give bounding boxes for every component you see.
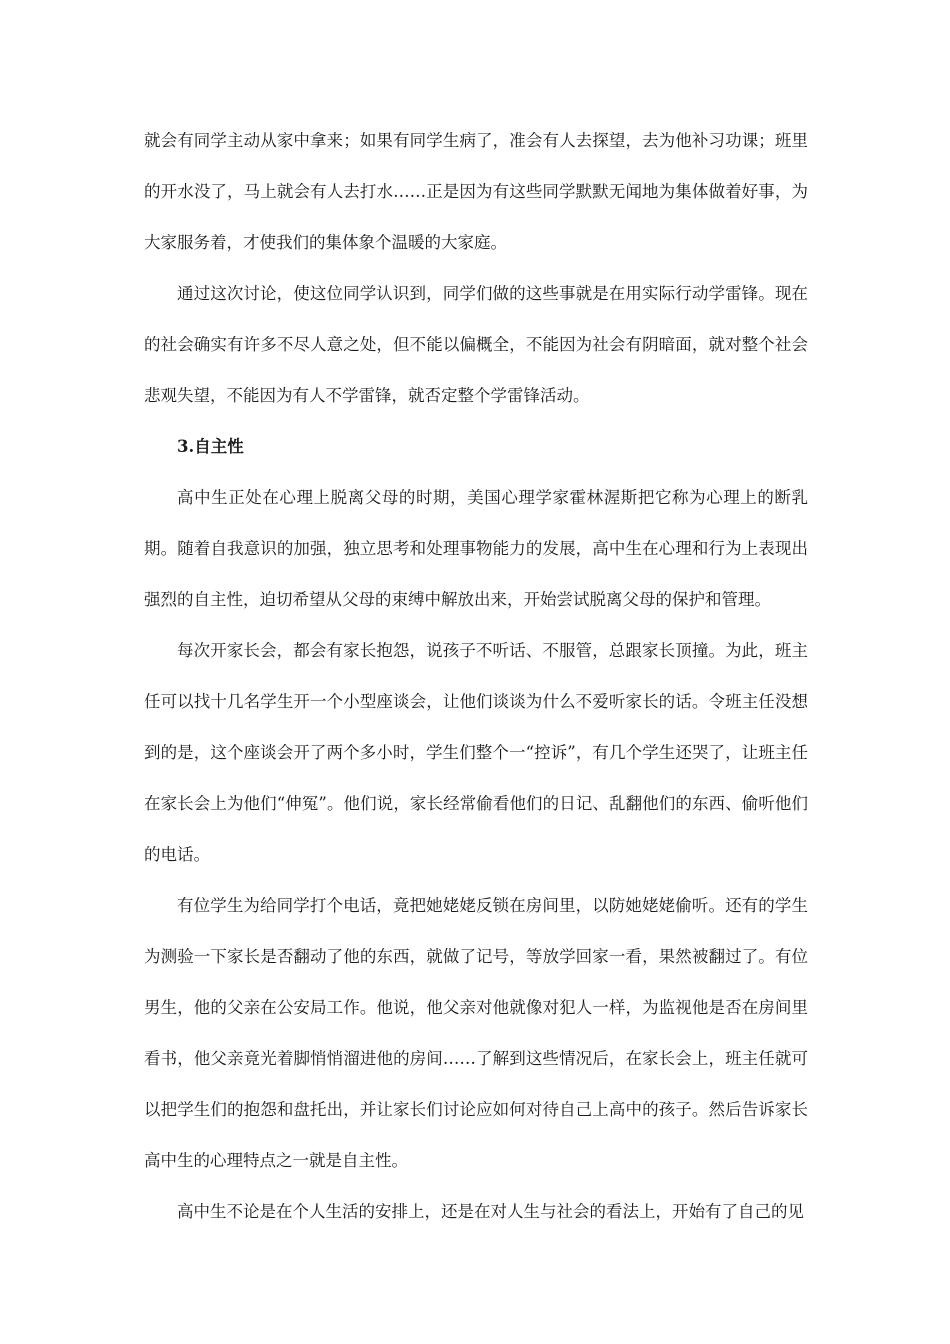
document-body (144, 115, 808, 1237)
section-heading: 3.自主性 (177, 437, 244, 456)
paragraph: 通过这次讨论，使这位同学认识到，同学们做的这些事就是在用实际行动学雷锋。现在的社会确实有许多不尽人意之处，但不能以偏概全，不能因为社会有阴暗面，就对整个社会悲观失望，不能因为有人不学雷锋，就否定整个学雷锋活动。 (144, 284, 808, 405)
paragraph: 高中生正处在心理上脱离父母的时期，美国心理学家霍林渥斯把它称为心理上的断乳期。随着自我意识的加强，独立思考和处理事物能力的发展，高中生在心理和行为上表现出强烈的自主性，迫切希望从父母的束缚中解放出来，开始尝试脱离父母的保护和管理。 (144, 488, 808, 609)
paragraph-truncated: 高中生不论是在个人生活的安排上，还是在对人生与社会的看法上，开始有了自己的见 (177, 1202, 804, 1221)
paragraph-continued: 就会有同学主动从家中拿来；如果有同学生病了，准会有人去探望，去为他补习功课；班里的开水没了，马上就会有人去打水……正是因为有这些同学默默无闻地为集体做着好事，为大家服务着，才使我们的集体象个温暖的大家庭。 (144, 131, 808, 252)
paragraph: 每次开家长会，都会有家长抱怨，说孩子不听话、不服管，总跟家长顶撞。为此，班主任可以找十几名学生开一个小型座谈会，让他们谈谈为什么不爱听家长的话。令班主任没想到的是，这个座谈会开了两个多小时，学生们整个一“控诉”，有几个学生还哭了，让班主任在家长会上为他们“伸冤”。他们说，家长经常偷看他们的日记、乱翻他们的东西、偷听他们的电话。 (144, 641, 808, 864)
paragraph: 有位学生为给同学打个电话，竟把她姥姥反锁在房间里，以防她姥姥偷听。还有的学生为测验一下家长是否翻动了他的东西，就做了记号，等放学回家一看，果然被翻过了。有位男生，他的父亲在公安局工作。他说，他父亲对他就像对犯人一样，为监视他是否在房间里看书，他父亲竟光着脚悄悄溜进他的房间……了解到这些情况后，在家长会上，班主任就可以把学生们的抱怨和盘托出，并让家长们讨论应如何对待自己上高中的孩子。然后告诉家长高中生的心理特点之一就是自主性。 (144, 896, 808, 1170)
